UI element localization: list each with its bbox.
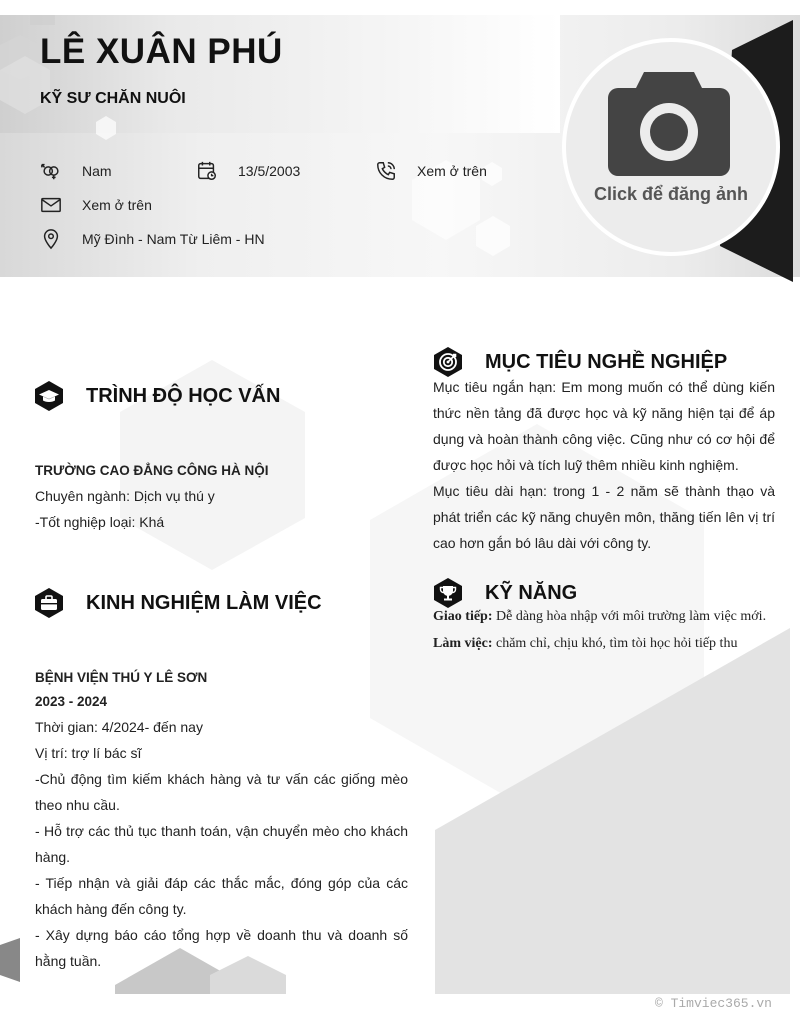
objective-long-term: Mục tiêu dài hạn: trong 1 - 2 năm sẽ thành thạo và phát triển các kỹ năng chuyên môn, thăng tiến lên vị trí cao hơn gắn bó lâu dài với công ty. [433,483,775,551]
location-pin-icon [40,228,62,250]
email-row [40,194,152,216]
skill-text: chăm chỉ, chịu khó, tìm tòi học hỏi tiếp thu [495,636,738,651]
gender-row [40,160,112,182]
skill-label: Giao tiếp: [433,609,493,624]
email-value: Xem ở trên [82,197,152,213]
birthday-value: 13/5/2003 [238,163,301,179]
duty-item: - Xây dựng báo cáo tổng hợp về doanh thu và doanh số hằng tuần. [35,927,408,969]
phone-icon [375,160,397,182]
work-position: Vị trí: trợ lí bác sĩ [35,745,142,761]
job-title: KỸ SƯ CHĂN NUÔI [40,90,186,107]
phone-row [375,160,487,182]
birthday-row [196,160,300,182]
duty-item: - Hỗ trợ các thủ tục thanh toán, vận chuyển mèo cho khách hàng. [35,823,408,865]
briefcase-icon [34,587,64,619]
education-title: TRÌNH ĐỘ HỌC VẤN [86,384,281,407]
work-period: 2023 - 2024 [35,694,108,709]
duty-item: -Chủ động tìm kiếm khách hàng và tư vấn các giống mèo theo nhu cầu. [35,771,408,813]
mail-icon [40,194,62,216]
skill-item [433,631,783,657]
major: Chuyên ngành: Dịch vụ thú y [35,488,215,504]
calendar-icon [196,160,218,182]
skill-item [433,604,783,630]
gender-value: Nam [82,163,112,179]
duty-item: - Tiếp nhận và giải đáp các thắc mắc, đóng góp của các khách hàng đến công ty. [35,875,408,917]
gender-icon [40,160,62,182]
photo-caption: Click để đăng ảnh [593,184,749,204]
skill-text: Dễ dàng hòa nhập với môi trường làm việc mới. [496,609,767,624]
experience-heading [34,587,322,619]
address-row [40,228,265,250]
skills-title: KỸ NĂNG [485,581,578,604]
graduation-cap-icon [34,380,64,412]
watermark: © Timviec365.vn [654,996,772,1011]
phone-value: Xem ở trên [417,163,487,179]
address-value: Mỹ Đình - Nam Từ Liêm - HN [82,231,265,247]
skill-label: Làm việc: [433,636,493,651]
work-time: Thời gian: 4/2024- đến nay [35,719,203,735]
experience-title: KINH NGHIỆM LÀM VIỆC [86,591,322,614]
candidate-name: LÊ XUÂN PHÚ [40,32,283,71]
camera-icon [606,68,732,178]
graduation-grade: -Tốt nghiệp loại: Khá [35,514,165,530]
education-heading [34,380,280,412]
company-name: BỆNH VIỆN THÚ Y LÊ SƠN [35,670,208,685]
school-name: TRƯỜNG CAO ĐẲNG CÔNG HÀ NỘI [35,463,269,478]
objective-short-term: Mục tiêu ngắn hạn: Em mong muốn có thể dùng kiến thức nền tảng đã được học và kỹ năng hiện tại để áp dụng và hoàn thành công việc. Cũng như có cơ hội để được học hỏi và tích luỹ thêm nhiều kinh nghiệm. [433,379,775,473]
objective-title: MỤC TIÊU NGHỀ NGHIỆP [485,350,728,373]
